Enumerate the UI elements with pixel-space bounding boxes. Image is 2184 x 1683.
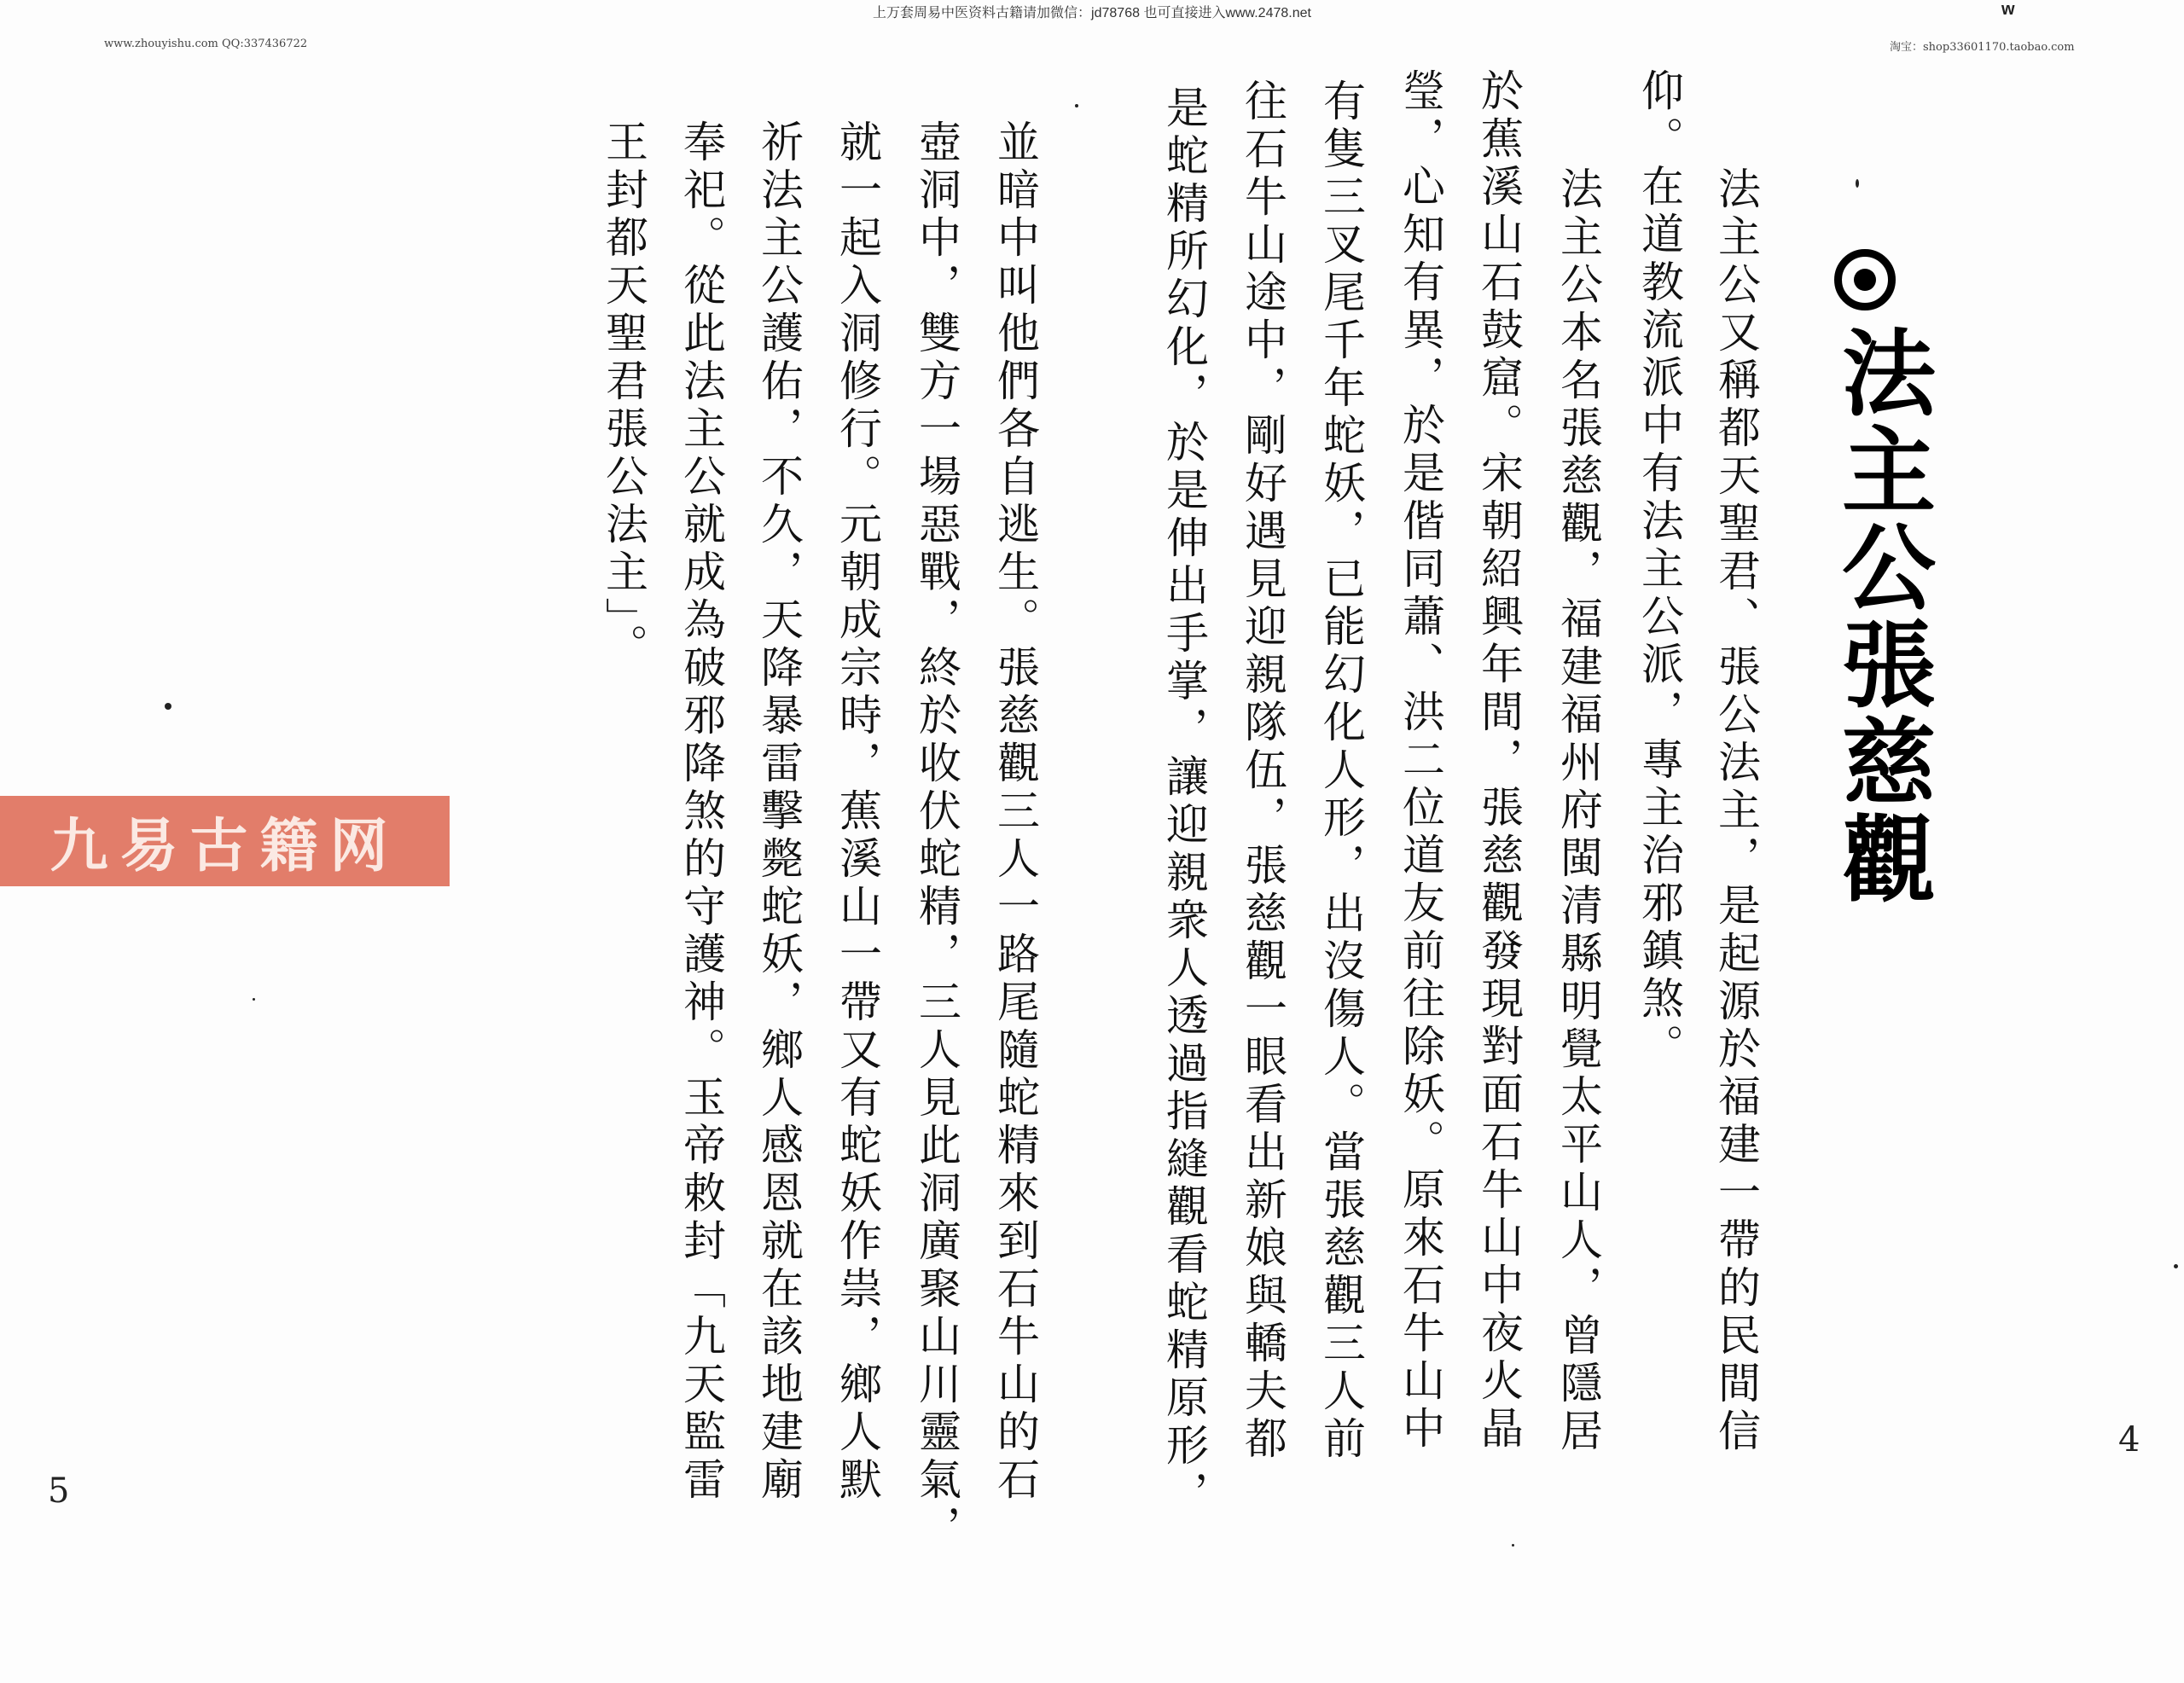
corner-mark: w [2001, 0, 2015, 19]
text-column-2: 仰。在道教流派中有法主公派，專主治邪鎮煞。 [1635, 68, 1684, 1071]
text-column-10: 壺洞中，雙方一場惡戰，終於收伏蛇精，三人見此洞廣聚山川靈氣， [912, 119, 961, 1552]
scan-speck [1856, 179, 1859, 188]
bullet-circle-icon [1834, 249, 1896, 310]
top-banner: 上万套周易中医资料古籍请加微信：jd78768 也可直接进入www.2478.net [873, 6, 1311, 20]
text-column-3: 法主公本名張慈觀，福建福州府閩清縣明覺太平山人，曾隱居 [1554, 166, 1603, 1456]
text-column-11: 就一起入洞修行。元朝成宗時，蕉溪山一帶又有蛇妖作祟，鄉人默 [833, 119, 882, 1505]
text-column-13: 奉祀。從此法主公就成為破邪降煞的守護神。玉帝敕封「九天監雷 [677, 119, 726, 1505]
scan-speck [253, 998, 255, 1001]
watermark-logo [0, 796, 450, 886]
text-column-12: 祈法主公護佑，不久，天降暴雷擊斃蛇妖，鄉人感恩就在該地建廟 [754, 119, 804, 1505]
scan-speck [2174, 1264, 2178, 1268]
chapter-title: 法主公張慈觀 [1827, 324, 1936, 908]
text-column-4: 於蕉溪山石鼓窟。宋朝紹興年間，張慈觀發現對面石牛山中夜火晶 [1474, 68, 1524, 1454]
watermark-text: 九易古籍网 [49, 811, 400, 880]
site-url-left: www.zhouyishu.com QQ:337436722 [104, 38, 308, 50]
text-column-6: 有隻三叉尾千年蛇妖，已能幻化人形，出沒傷人。當張慈觀三人前 [1316, 78, 1366, 1464]
text-column-7: 往石牛山途中，剛好遇見迎親隊伍，張慈觀一眼看出新娘與轎夫都 [1238, 78, 1287, 1464]
text-column-1: 法主公又稱都天聖君、張公法主，是起源於福建一帶的民間信 [1711, 166, 1761, 1456]
text-column-9: 並暗中叫他們各自逃生。張慈觀三人一路尾隨蛇精來到石牛山的石 [990, 119, 1040, 1505]
text-column-5: 瑩，心知有異，於是偕同蕭、洪二位道友前往除妖。原來石牛山中 [1396, 68, 1445, 1454]
text-column-14: 王封都天聖君張公法主」。 [599, 119, 648, 671]
scan-speck [1075, 104, 1078, 107]
text-column-8: 是蛇精所幻化，於是伸出手掌，讓迎親衆人透過指縫觀看蛇精原形， [1159, 85, 1209, 1518]
scan-speck [1512, 1544, 1514, 1547]
page-number-left: 5 [48, 1471, 70, 1511]
site-url-right: 淘宝：shop33601170.taobao.com [1890, 41, 2075, 54]
scan-speck [165, 703, 171, 710]
page-number-right: 4 [2118, 1420, 2140, 1460]
